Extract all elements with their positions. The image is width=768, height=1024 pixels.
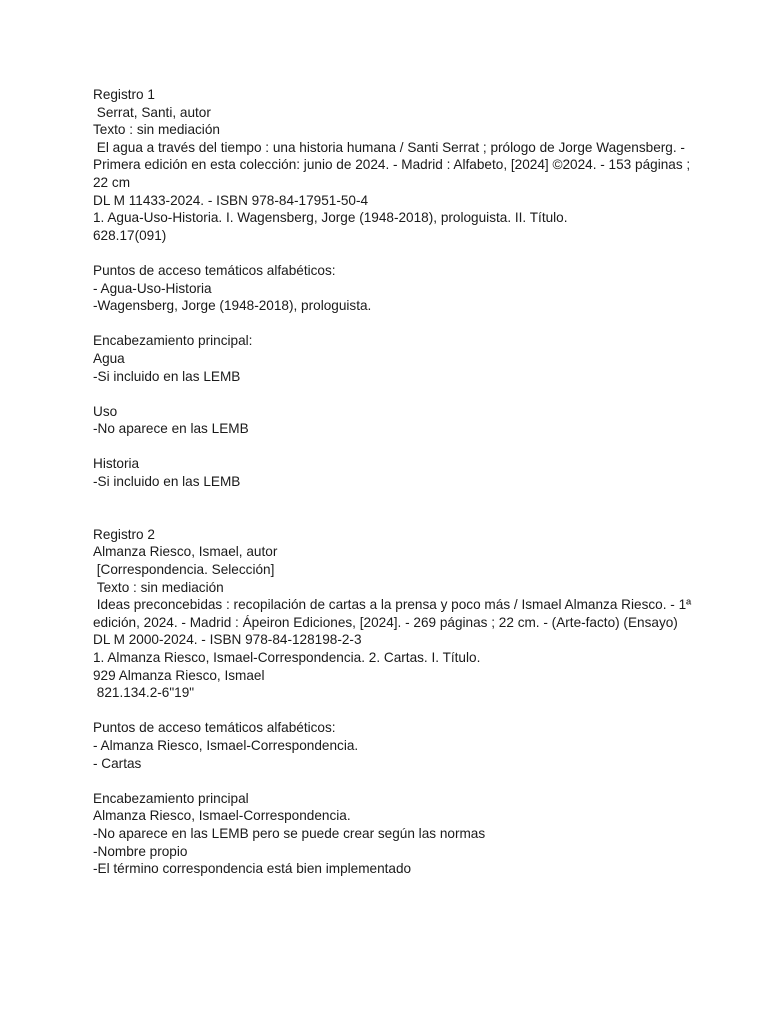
heading-term-note: -No aparece en las LEMB — [93, 421, 249, 437]
heading-term: Agua — [93, 350, 125, 366]
record-dl-isbn: DL M 2000-2024. - ISBN 978-84-128198-2-3 — [93, 632, 362, 648]
access-points-title: Puntos de acceso temáticos alfabéticos: — [93, 720, 336, 736]
record-content-type: Texto : sin mediación — [93, 122, 220, 138]
heading-term: Uso — [93, 403, 118, 419]
access-point-item: - Almanza Riesco, Ismael-Correspondencia. — [93, 737, 359, 753]
access-point-item: - Agua-Uso-Historia — [93, 280, 212, 296]
heading-term-note: -Si incluido en las LEMB — [93, 368, 241, 384]
access-point-item: - Cartas — [93, 755, 142, 771]
document-page — [93, 86, 693, 878]
heading-note: -El término correspondencia está bien implementado — [93, 861, 412, 877]
heading-term: Historia — [93, 456, 140, 472]
record-2 — [93, 526, 693, 878]
record-description: El agua a través del tiempo : una historia humana / Santi Serrat ; prólogo de Jorge Wagensberg. - Primera edición en esta colección: junio de 2024. - Madrid : Alfabeto, [2024] ©2024. - 153 páginas ; 22 cm — [93, 139, 694, 190]
record-classification: 628.17(091) — [93, 227, 167, 243]
record-author: Almanza Riesco, Ismael, autor — [93, 544, 278, 560]
main-heading: Almanza Riesco, Ismael-Correspondencia. — [93, 808, 351, 824]
record-classification: 821.134.2-6"19" — [93, 685, 195, 701]
access-point-item: -Wagensberg, Jorge (1948-2018), prologuista. — [93, 298, 372, 314]
heading-note: -Nombre propio — [93, 843, 188, 859]
record-uniform-title: [Correspondencia. Selección] — [93, 562, 275, 578]
main-heading-title: Encabezamiento principal — [93, 790, 249, 806]
main-heading-title: Encabezamiento principal: — [93, 333, 253, 349]
record-tracings: 1. Almanza Riesco, Ismael-Correspondencia. 2. Cartas. I. Título. — [93, 650, 481, 665]
heading-term-note: -Si incluido en las LEMB — [93, 474, 241, 490]
access-points-title: Puntos de acceso temáticos alfabéticos: — [93, 262, 336, 278]
record-heading: Registro 2 — [93, 526, 155, 542]
record-heading: Registro 1 — [93, 87, 155, 102]
record-tracings: 1. Agua-Uso-Historia. I. Wagensberg, Jorge (1948-2018), prologuista. II. Título. — [93, 210, 568, 226]
record-classification: 929 Almanza Riesco, Ismael — [93, 667, 265, 683]
record-dl-isbn: DL M 11433-2024. - ISBN 978-84-17951-50-4 — [93, 192, 369, 208]
record-author: Serrat, Santi, autor — [93, 104, 211, 120]
heading-note: -No aparece en las LEMB pero se puede crear según las normas — [93, 825, 486, 841]
record-content-type: Texto : sin mediación — [93, 579, 224, 595]
record-description: Ideas preconcebidas : recopilación de cartas a la prensa y poco más / Ismael Almanza Riesco. - 1ª edición, 2024. - Madrid : Ápeiron Ediciones, [2024]. - 269 páginas ; 22 cm. - (Arte-facto) (Ensayo) — [93, 597, 695, 630]
record-1 — [93, 86, 693, 491]
